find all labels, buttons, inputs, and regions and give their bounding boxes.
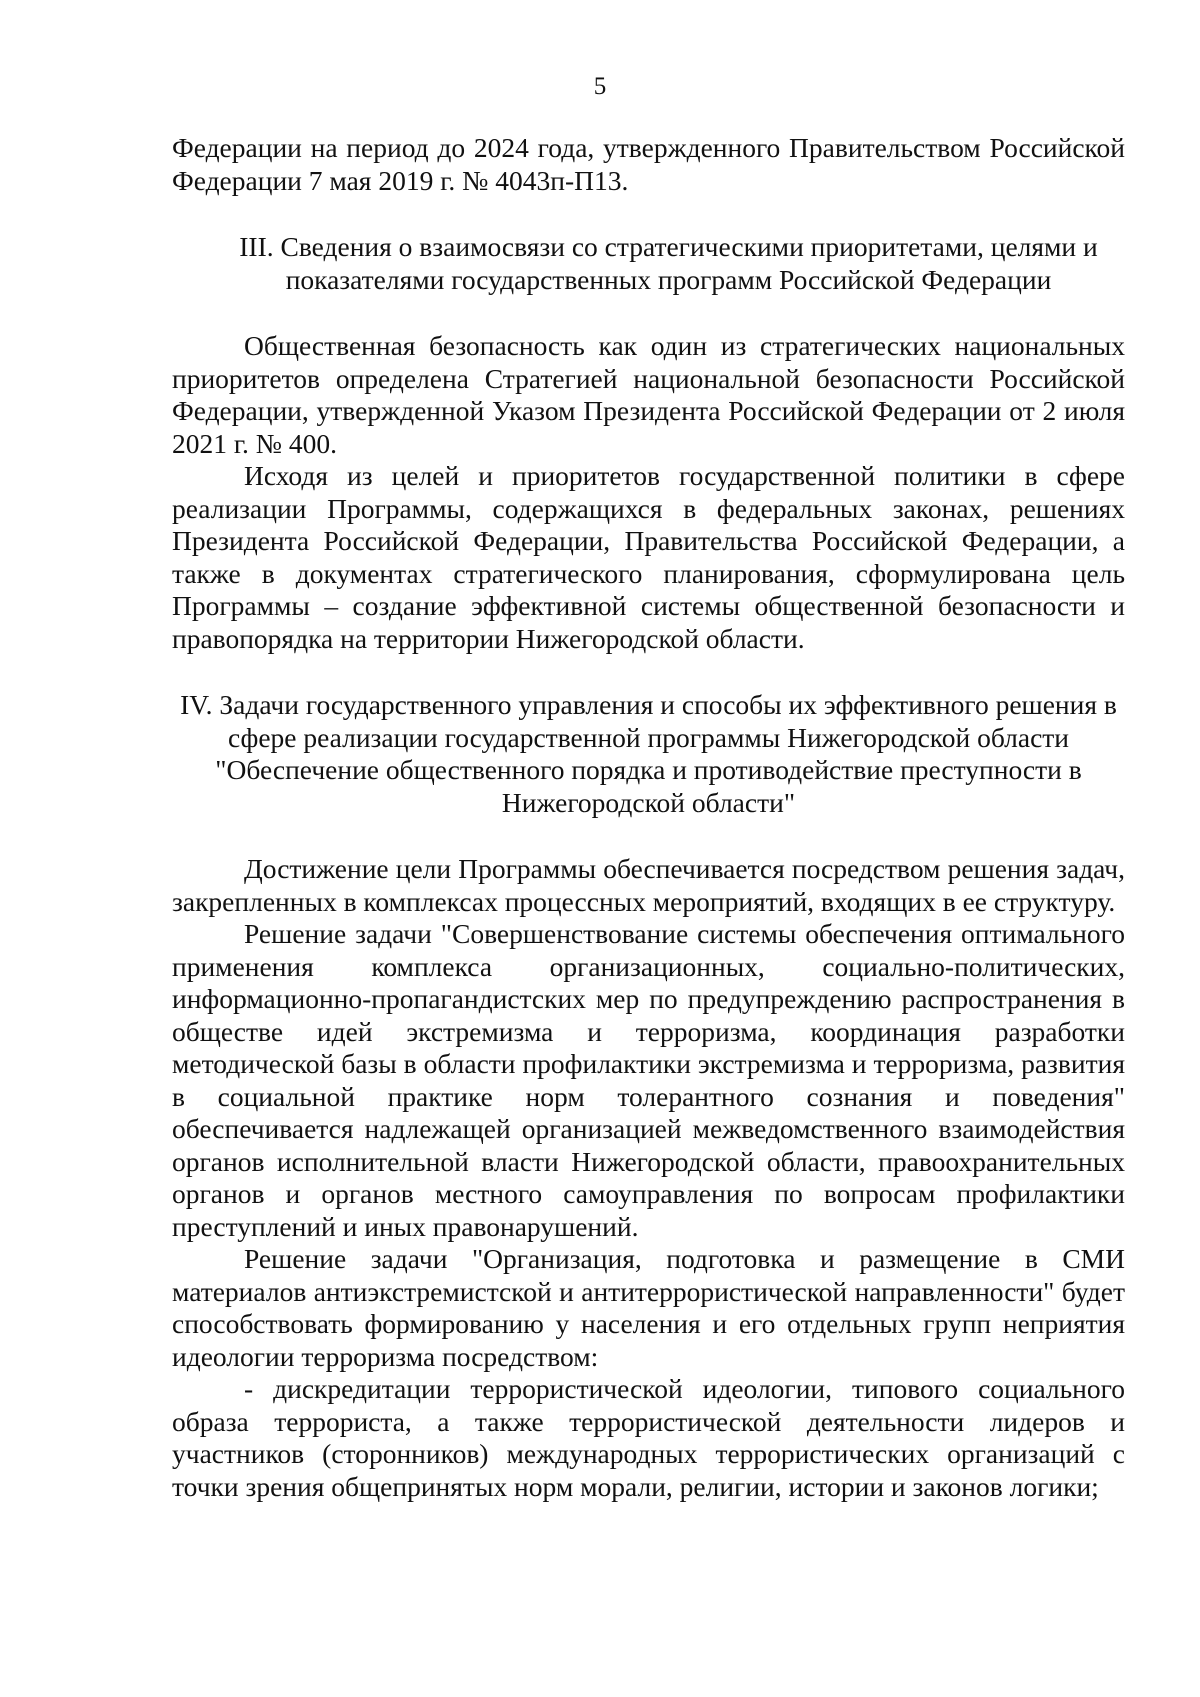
- section-3-paragraph: Исходя из целей и приоритетов государственной политики в сфере реализации Программы, содержащихся в федеральных законах, решениях Президента Российской Федерации, Правительства Российской Федерации, а также в документах стратегического планирования, сформулирована цель Программы – создание эффективной системы общественной безопасности и правопорядка на территории Нижегородской области.: [172, 460, 1125, 654]
- page-number: 5: [593, 73, 607, 100]
- continuation-paragraph: Федерации на период до 2024 года, утвержденного Правительством Российской Федерации 7 мая 2019 г. № 4043п-П13.: [172, 132, 1125, 196]
- section-4-paragraph: Достижение цели Программы обеспечивается посредством решения задач, закрепленных в комплексах процессных мероприятий, входящих в ее структуру.: [172, 853, 1125, 917]
- section-4-paragraph: Решение задачи "Организация, подготовка и размещение в СМИ материалов антиэкстремистской и антитеррористической направленности" будет способствовать формированию у населения и его отдельных групп неприятия идеологии терроризма посредством:: [172, 1243, 1125, 1372]
- section-3-paragraph: Общественная безопасность как один из стратегических национальных приоритетов определена Стратегией национальной безопасности Российской Федерации, утвержденной Указом Президента Российской Федерации от 2 июля 2021 г. № 400.: [172, 330, 1125, 459]
- section-4-heading: IV. Задачи государственного управления и способы их эффективного решения в сфере реализации государственной программы Нижегородской области "Обеспечение общественного порядка и противодействие преступности в Нижегородской области": [180, 689, 1117, 818]
- section-3-heading: III. Сведения о взаимосвязи со стратегическими приоритетами, целями и показателями государственных программ Российской Федерации: [239, 231, 1098, 295]
- section-4-paragraph: Решение задачи "Совершенствование системы обеспечения оптимального применения комплекса организационных, социально-политических, информационно-пропагандистских мер по предупреждению распространения в обществе идей экстремизма и терроризма, координация разработки методической базы в области профилактики экстремизма и терроризма, развития в социальной практике норм толерантного сознания и поведения" обеспечивается надлежащей организацией межведомственного взаимодействия органов исполнительной власти Нижегородской области, правоохранительных органов и органов местного самоуправления по вопросам профилактики преступлений и иных правонарушений.: [172, 918, 1125, 1242]
- section-4-list-item: - дискредитации террористической идеологии, типового социального образа террориста, а также террористической деятельности лидеров и участников (сторонников) международных террористических организаций с точки зрения общепринятых норм морали, религии, истории и законов логики;: [172, 1373, 1125, 1502]
- document-body: [172, 132, 1125, 1503]
